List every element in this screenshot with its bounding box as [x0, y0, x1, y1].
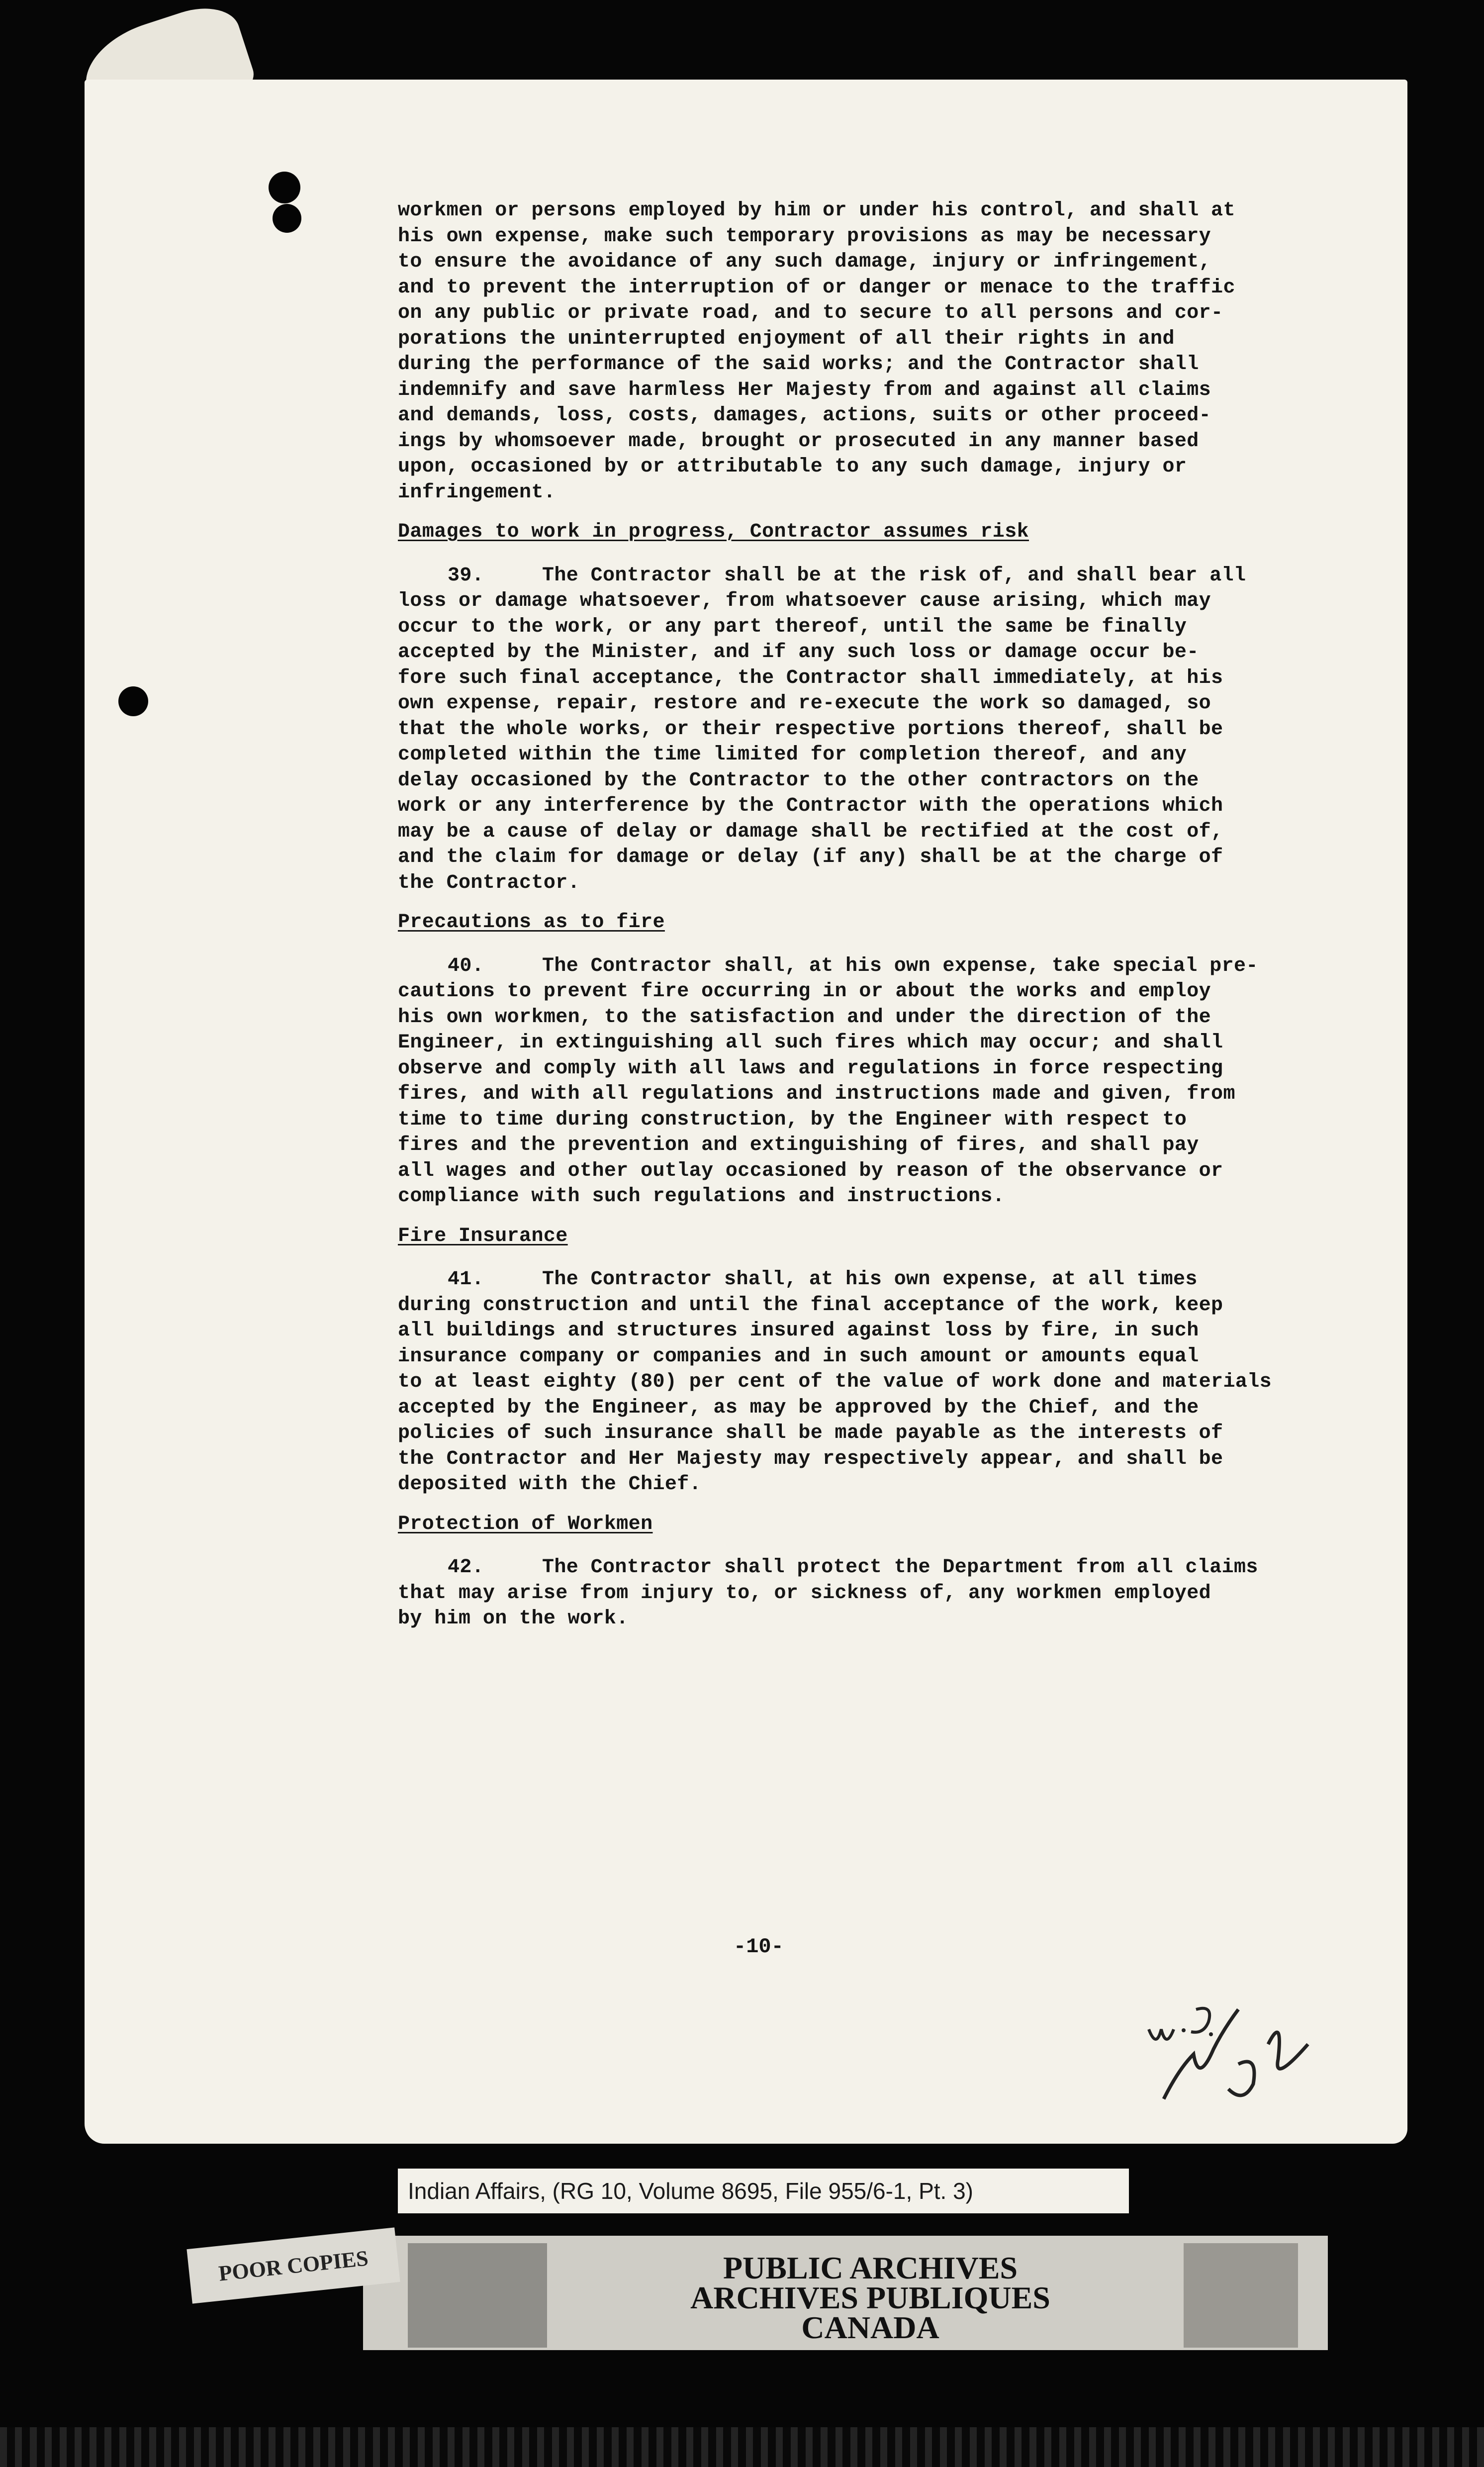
text-line: deposited with the Chief.: [398, 1473, 702, 1496]
text-line: work or any interference by the Contractor with the operations which: [398, 795, 1223, 817]
punch-hole-top-2: [273, 204, 301, 233]
text-line: that may arise from injury to, or sickness of, any workmen employed: [398, 1582, 1211, 1605]
text-line: own expense, repair, restore and re-execute the work so damaged, so: [398, 692, 1211, 715]
text-line: accepted by the Engineer, as may be approved by the Chief, and the: [398, 1396, 1199, 1419]
section-heading: Fire Insurance: [398, 1225, 568, 1247]
text-line: time to time during construction, by the Engineer with respect to: [398, 1108, 1187, 1131]
text-line: completed within the time limited for completion thereof, and any: [398, 744, 1187, 766]
document-text: [398, 198, 1368, 1632]
text-line: delay occasioned by the Contractor to the other contractors on the: [398, 769, 1199, 792]
text-line: may be a cause of delay or damage shall be rectified at the cost of,: [398, 820, 1223, 843]
text-line: accepted by the Minister, and if any such loss or damage occur be-: [398, 641, 1199, 664]
clause-first-text: The Contractor shall, at his own expense, at all times: [542, 1268, 1198, 1291]
film-edge-perforation: [0, 2427, 1484, 2467]
text-line: on any public or private road, and to secure to all persons and cor-: [398, 302, 1223, 324]
text-line: during construction and until the final acceptance of the work, keep: [398, 1294, 1223, 1317]
text-line: policies of such insurance shall be made payable as the interests of: [398, 1422, 1223, 1444]
text-line: cautions to prevent fire occurring in or about the works and employ: [398, 980, 1211, 1003]
text-line: fore such final acceptance, the Contractor shall immediately, at his: [398, 666, 1223, 689]
clause-first-line: [398, 1267, 1368, 1293]
clause-first-text: The Contractor shall be at the risk of, and shall bear all: [542, 564, 1246, 587]
text-line: insurance company or companies and in such amount or amounts equal: [398, 1345, 1199, 1368]
text-line: indemnify and save harmless Her Majesty from and against all claims: [398, 379, 1211, 401]
text-line: by him on the work.: [398, 1608, 629, 1630]
text-line: Engineer, in extinguishing all such fires which may occur; and shall: [398, 1032, 1223, 1054]
text-line: that the whole works, or their respective portions thereof, shall be: [398, 718, 1223, 741]
clause-first-line: [398, 563, 1368, 589]
section-heading: Precautions as to fire: [398, 911, 665, 934]
intro-paragraph: [398, 198, 1368, 505]
text-line: his own expense, make such temporary provisions as may be necessary: [398, 225, 1211, 248]
text-line: porations the uninterrupted enjoyment of all their rights in and: [398, 327, 1175, 350]
text-line: observe and comply with all laws and regulations in force respecting: [398, 1057, 1223, 1080]
section-heading: Damages to work in progress, Contractor assumes risk: [398, 521, 1029, 543]
text-line: ings by whomsoever made, brought or prosecuted in any manner based: [398, 430, 1199, 453]
text-line: during the performance of the said works; and the Contractor shall: [398, 353, 1199, 376]
text-line: to at least eighty (80) per cent of the value of work done and materials: [398, 1371, 1272, 1393]
poor-copies-label: POOR COPIES: [186, 2227, 400, 2303]
punch-hole-top: [269, 172, 300, 203]
text-line: the Contractor and Her Majesty may respectively appear, and shall be: [398, 1447, 1223, 1470]
archive-label-strip: [0, 2169, 1484, 2427]
clause-first-line: [398, 953, 1368, 979]
stamp-left-tab: [408, 2243, 547, 2348]
text-line: loss or damage whatsoever, from whatsoever cause arising, which may: [398, 590, 1211, 612]
stamp-line-3: CANADA: [801, 2310, 939, 2345]
clause-number: 42.: [448, 1556, 484, 1579]
text-line: his own workmen, to the satisfaction and under the direction of the: [398, 1006, 1211, 1029]
text-line: all buildings and structures insured against loss by fire, in such: [398, 1320, 1199, 1342]
stamp-right-tab: [1184, 2243, 1298, 2348]
text-line: the Contractor.: [398, 871, 580, 894]
section-heading: Protection of Workmen: [398, 1513, 653, 1535]
archive-citation: Indian Affairs, (RG 10, Volume 8695, File 955/6-1, Pt. 3): [408, 2178, 973, 2204]
text-line: upon, occasioned by or attributable to any such damage, injury or: [398, 456, 1187, 478]
stamp-line-1: PUBLIC ARCHIVES: [723, 2250, 1018, 2285]
text-line: fires and the prevention and extinguishing of fires, and shall pay: [398, 1134, 1199, 1156]
text-line: all wages and other outlay occasioned by reason of the observance or: [398, 1159, 1223, 1182]
public-archives-stamp: [567, 2250, 1174, 2345]
clause-sections: [398, 505, 1368, 1632]
clause-number: 41.: [448, 1268, 484, 1291]
clause-first-text: The Contractor shall, at his own expense, take special pre-: [542, 954, 1258, 977]
text-line: compliance with such regulations and instructions.: [398, 1185, 1005, 1208]
text-line: infringement.: [398, 481, 556, 504]
text-line: and the claim for damage or delay (if any) shall be at the charge of: [398, 846, 1223, 868]
text-line: workmen or persons employed by him or under his control, and shall at: [398, 199, 1235, 222]
text-line: occur to the work, or any part thereof, until the same be finally: [398, 615, 1187, 638]
text-line: fires, and with all regulations and instructions made and given, from: [398, 1083, 1235, 1105]
handwritten-initials-signature: [1144, 1999, 1333, 2114]
stamp-line-2: ARCHIVES PUBLIQUES: [690, 2280, 1050, 2315]
clause-first-text: The Contractor shall protect the Department from all claims: [542, 1556, 1258, 1579]
clause-first-line: [398, 1555, 1368, 1581]
text-line: and demands, loss, costs, damages, actions, suits or other proceed-: [398, 404, 1211, 427]
page-number: -10-: [734, 1935, 784, 1959]
text-line: and to prevent the interruption of or danger or menace to the traffic: [398, 276, 1235, 299]
punch-hole-middle: [118, 686, 148, 716]
text-line: to ensure the avoidance of any such damage, injury or infringement,: [398, 251, 1211, 273]
clause-number: 39.: [448, 564, 484, 587]
clause-number: 40.: [448, 954, 484, 977]
